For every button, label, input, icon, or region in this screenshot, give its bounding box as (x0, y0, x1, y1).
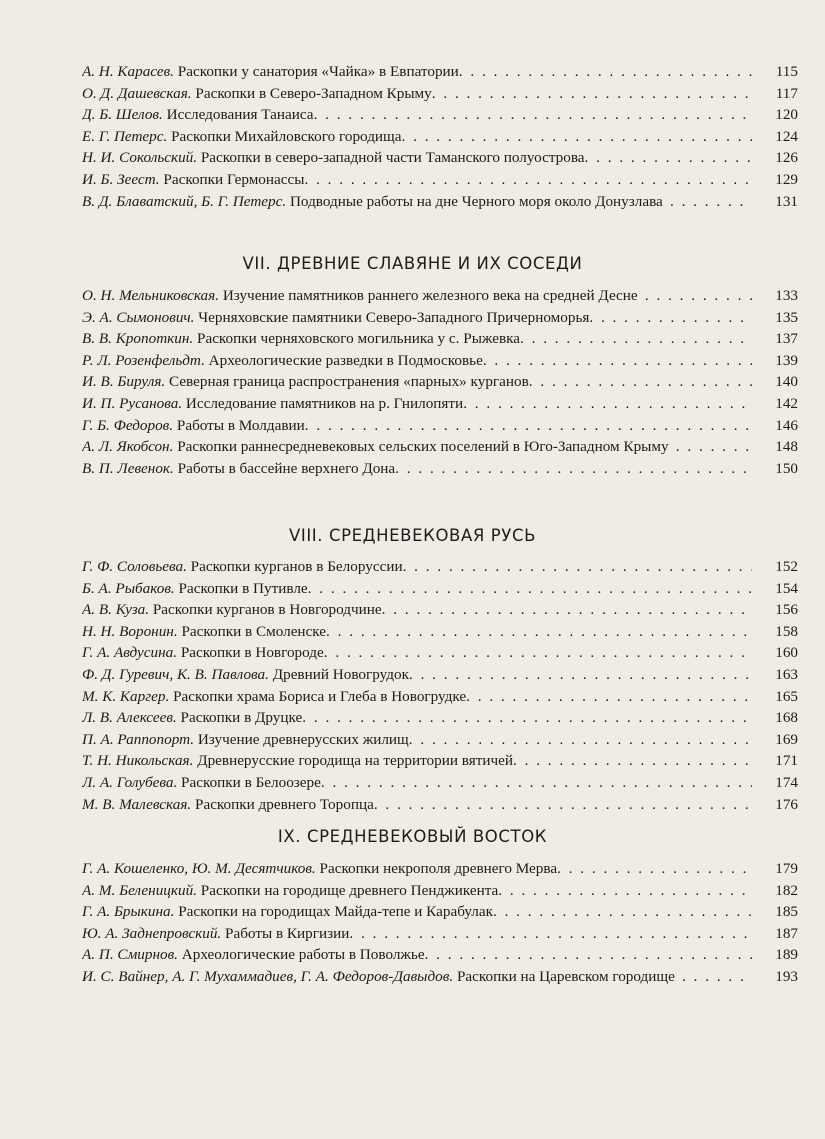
entry-page-number: 152 (775, 558, 798, 575)
entry-title: Работы в бассейне верхнего Дона (177, 459, 396, 477)
toc-entry (82, 966, 798, 988)
entry-title: Исследования Танаиса (166, 106, 314, 124)
entry-title: Раскопки в Смоленске (181, 622, 327, 640)
toc-entry (82, 169, 798, 191)
entry-page-number: 131 (775, 192, 798, 210)
entry-title: Исследование памятников на р. Гнилопяти (185, 394, 464, 412)
entry-title: Раскопки на городище древнего Пенджикента (200, 881, 499, 899)
entry-page-number: 137 (775, 330, 798, 348)
entry-author: Г. А. Кошеленко, Ю. М. Десятчиков. (82, 860, 316, 877)
toc-section-continued (82, 61, 798, 212)
entry-page-number: 156 (775, 601, 798, 619)
entry-page-number: 135 (775, 308, 798, 326)
toc-entry (82, 61, 798, 83)
entry-author: И. В. Бируля. (82, 373, 166, 391)
toc-entry (82, 83, 798, 105)
entry-page-number: 146 (775, 416, 798, 434)
entry-page-number: 187 (775, 924, 798, 942)
entry-author: Л. В. Алексеев. (82, 709, 177, 727)
entry-author: В. П. Левенок. (82, 459, 174, 477)
entry-page-number: 150 (775, 459, 798, 477)
entry-author: А. П. Смирнов. (82, 946, 178, 964)
entry-title: Раскопки черняховского могильника у с. Рыжевка (197, 330, 520, 348)
entry-page-number: 163 (775, 665, 798, 683)
entry-page-number: 165 (775, 687, 798, 705)
entry-page-number: 129 (775, 170, 798, 188)
toc-entry (82, 664, 798, 686)
entry-author: А. М. Беленицкий. (82, 881, 197, 899)
entry-author: П. А. Раппопорт. (82, 730, 195, 748)
entry-title: Археологические работы в Поволжье (181, 946, 425, 964)
entry-page-number: 171 (775, 752, 798, 770)
section-heading: IX. СРЕДНЕВЕКОВЫЙ ВОСТОК (277, 827, 548, 846)
toc-entry (82, 415, 798, 437)
entry-page-number: 133 (775, 287, 798, 304)
toc-entry (82, 642, 798, 664)
entry-title: Раскопки некрополя древнего Мерва (319, 860, 558, 877)
entry-author: М. К. Каргер. (82, 687, 170, 705)
toc-entry (82, 621, 798, 643)
toc-entry (82, 350, 798, 372)
entry-title: Раскопки храма Бориса и Глеба в Новогрудке (173, 687, 467, 705)
entry-title: Древнерусские городища на территории вятичей (197, 752, 513, 770)
entry-page-number: 120 (775, 106, 798, 124)
entry-title: Черняховские памятники Северо-Западного Причерноморья (198, 308, 590, 326)
entry-title: Изучение древнерусских жилищ (197, 730, 409, 748)
entry-author: Л. А. Голубева. (82, 773, 178, 791)
entry-page-number: 160 (775, 644, 798, 662)
entry-title: Археологические разведки в Подмосковье (208, 351, 483, 369)
entry-page-number: 168 (775, 709, 798, 727)
entry-title: Раскопки у санатория «Чайка» в Евпатории (177, 63, 459, 80)
entry-author: О. Н. Мельниковская. (82, 287, 220, 304)
entry-author: В. В. Кропоткин. (82, 330, 194, 348)
toc-entry (82, 578, 798, 600)
entry-page-number: 182 (775, 881, 798, 899)
entry-page-number: 185 (775, 903, 798, 921)
entry-page-number: 189 (775, 946, 798, 964)
toc-entry (82, 285, 798, 307)
entry-author: Г. Ф. Соловьева. (82, 558, 187, 575)
entry-author: О. Д. Дашевская. (82, 84, 192, 102)
toc-entry (82, 686, 798, 708)
entry-title: Раскопки в Белоозере (181, 773, 321, 791)
entry-author: Ю. А. Заднепровский. (82, 924, 222, 942)
toc-section-medieval-east (82, 858, 798, 988)
entry-page-number: 126 (775, 149, 798, 167)
entry-author: Г. А. Брыкина. (82, 903, 175, 921)
entry-author: Н. И. Сокольский. (82, 149, 198, 167)
entry-title: Северная граница распространения «парных» курганов (169, 373, 529, 391)
entry-author: И. Б. Зеест. (82, 170, 160, 188)
entry-page-number: 176 (775, 795, 798, 813)
entry-page-number: 193 (775, 967, 798, 985)
entry-author: Э. А. Сымонович. (82, 308, 195, 326)
entry-author: В. Д. Блаватский, Б. Г. Петерс. (82, 192, 287, 210)
toc-entry (82, 126, 798, 148)
entry-title: Раскопки курганов в Новгородчине (152, 601, 382, 619)
entry-author: Ф. Д. Гуревич, К. В. Павлова. (82, 665, 269, 683)
section-heading: VIII. СРЕДНЕВЕКОВАЯ РУСЬ (288, 526, 536, 545)
entry-page-number: 154 (775, 579, 798, 597)
toc-entry (82, 707, 798, 729)
entry-page-number: 148 (775, 438, 798, 456)
toc-entry (82, 858, 798, 880)
entry-page-number: 115 (775, 63, 798, 80)
section-heading: VII. ДРЕВНИЕ СЛАВЯНЕ И ИХ СОСЕДИ (242, 254, 583, 273)
entry-title: Раскопки в Новгороде (180, 644, 324, 662)
entry-page-number: 139 (775, 351, 798, 369)
toc-entry (82, 750, 798, 772)
entry-author: Е. Г. Петерс. (82, 127, 168, 145)
entry-title: Раскопки Михайловского городища (171, 127, 402, 145)
entry-page-number: 124 (775, 127, 798, 145)
entry-title: Раскопки в Путивле (178, 579, 308, 597)
entry-author: Г. Б. Федоров. (82, 416, 174, 434)
entry-author: Р. Л. Розенфельдт. (82, 351, 205, 369)
entry-author: И. С. Вайнер, А. Г. Мухаммадиев, Г. А. Федоров-Давыдов. (82, 967, 454, 985)
toc-entry (82, 772, 798, 794)
toc-entry (82, 729, 798, 751)
toc-entry (82, 307, 798, 329)
entry-title: Работы в Киргизии (225, 924, 350, 942)
toc-entry (82, 923, 798, 945)
entry-title: Раскопки на Царевском городище (456, 967, 675, 985)
entry-title: Раскопки в Друцке (180, 709, 303, 727)
entry-page-number: 140 (775, 373, 798, 391)
entry-title: Раскопки в Северо-Западном Крыму (195, 84, 432, 102)
entry-title: Раскопки раннесредневековых сельских поселений в Юго-Западном Крыму (177, 438, 669, 456)
toc-section-slavs (82, 285, 798, 479)
entry-title: Подводные работы на дне Черного моря около Донузлава (289, 192, 663, 210)
entry-author: М. В. Малевская. (82, 795, 192, 813)
toc-entry (82, 371, 798, 393)
toc-entry (82, 328, 798, 350)
entry-title: Раскопки курганов в Белоруссии (190, 558, 403, 575)
entry-title: Изучение памятников раннего железного века на средней Десне (222, 287, 638, 304)
toc-entry (82, 880, 798, 902)
toc-entry (82, 147, 798, 169)
toc-entry (82, 436, 798, 458)
entry-title: Раскопки Гермонассы (163, 170, 305, 188)
entry-author: Б. А. Рыбаков. (82, 579, 175, 597)
entry-author: А. В. Куза. (82, 601, 150, 619)
entry-page-number: 117 (775, 84, 798, 102)
entry-author: Д. Б. Шелов. (82, 106, 163, 124)
entry-author: И. П. Русанова. (82, 394, 183, 412)
entry-title: Раскопки на городищах Майда-тепе и Карабулак (178, 903, 493, 921)
toc-entry (82, 794, 798, 816)
entry-page-number: 179 (775, 860, 798, 877)
entry-author: А. Л. Якобсон. (82, 438, 174, 456)
toc-entry (82, 191, 798, 213)
entry-title: Работы в Молдавии (176, 416, 305, 434)
entry-title: Древний Новогрудок (272, 665, 409, 683)
entry-page-number: 174 (775, 773, 798, 791)
entry-page-number: 169 (775, 730, 798, 748)
toc-entry (82, 458, 798, 480)
toc-entry (82, 393, 798, 415)
entry-author: Г. А. Авдусина. (82, 644, 178, 662)
entry-author: А. Н. Карасев. (82, 63, 174, 80)
toc-entry (82, 901, 798, 923)
entry-title: Раскопки древнего Торопца (195, 795, 374, 813)
entry-page-number: 158 (775, 622, 798, 640)
entry-page-number: 142 (775, 394, 798, 412)
toc-entry (82, 944, 798, 966)
toc-entry (82, 556, 798, 578)
toc-entry (82, 104, 798, 126)
entry-title: Раскопки в северо-западной части Таманского полуострова (200, 149, 585, 167)
toc-section-medieval-rus (82, 556, 798, 815)
toc-entry (82, 599, 798, 621)
entry-author: Т. Н. Никольская. (82, 752, 194, 770)
entry-author: Н. Н. Воронин. (82, 622, 178, 640)
